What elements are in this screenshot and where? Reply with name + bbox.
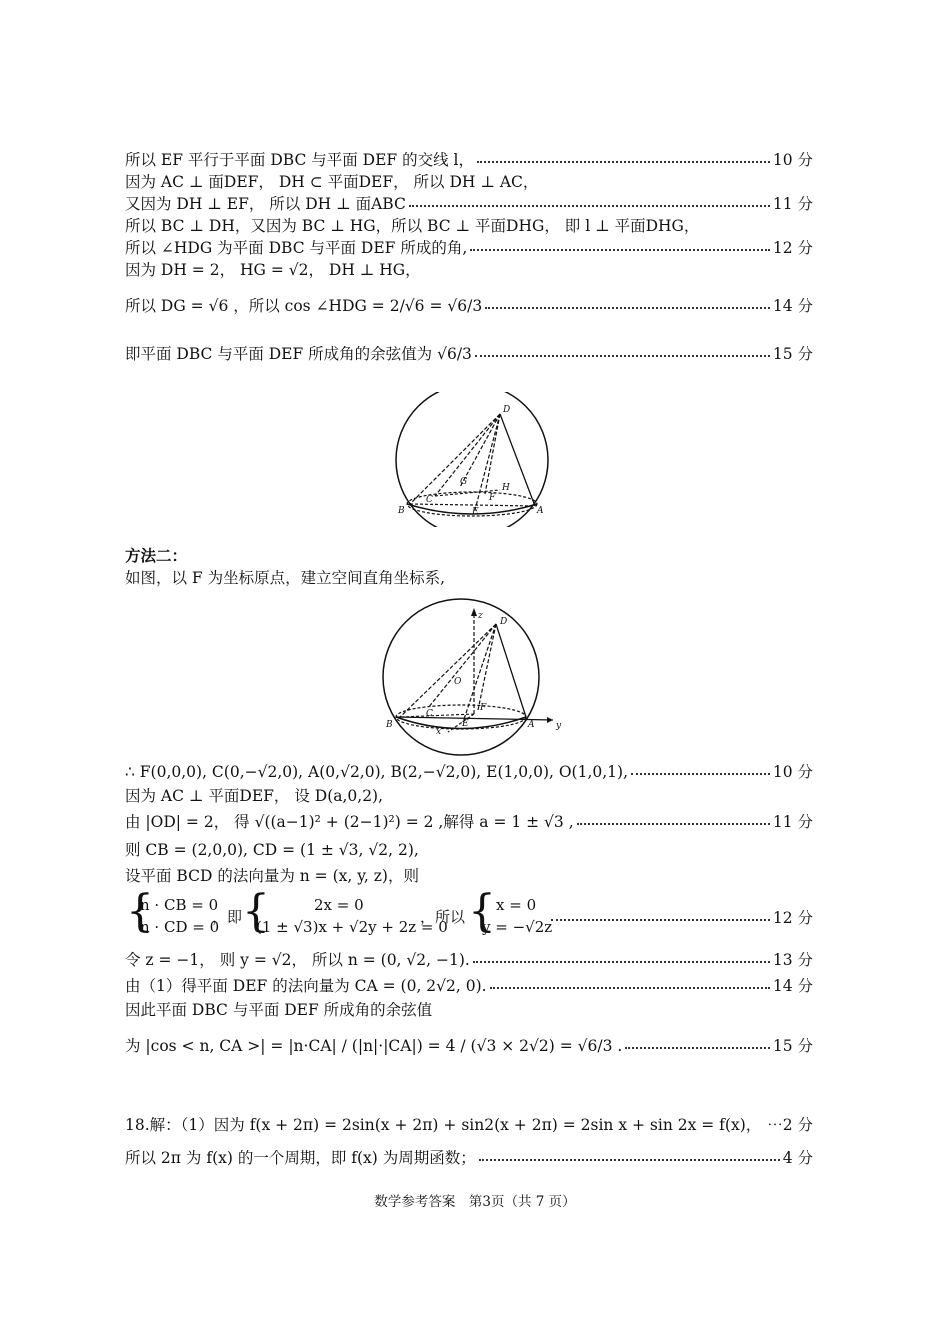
text-line [125, 1148, 813, 1168]
method-heading: 方法二： [125, 546, 188, 565]
leader-dots [631, 773, 770, 775]
label-y: y [556, 721, 562, 731]
line-text: 因为 AC ⊥ 面DEF， DH ⊂ 平面DEF， 所以 DH ⊥ AC， [125, 173, 539, 191]
line-text: 为 |cos < n, CA >| = |n·CA| / (|n|·|CA|) = 4 / (√3 × 2√2) = √6/3 . [125, 1037, 623, 1055]
text-line [125, 238, 813, 258]
text-line [125, 812, 813, 832]
score: 4 分 [782, 1149, 813, 1167]
text-line [125, 866, 813, 886]
line-text: 因为 DH = 2， HG = √2， DH ⊥ HG， [125, 261, 421, 279]
leader-dots [625, 1047, 770, 1049]
text-line [125, 786, 813, 806]
line-text: 设平面 BCD 的法向量为 n = (x, y, z)，则 [125, 867, 419, 885]
text-line [125, 976, 813, 996]
text-line [125, 296, 813, 316]
text-line [125, 568, 813, 588]
leader-dots [577, 823, 770, 825]
label-x: x [436, 727, 442, 737]
label-e: E [462, 719, 469, 729]
leader-dots [473, 961, 770, 963]
line-text: 令 z = −1， 则 y = √2， 所以 n = (0, √2, −1). [125, 951, 470, 969]
label-o: O [454, 677, 462, 687]
text-line [548, 908, 813, 928]
score: 10 分 [772, 151, 813, 169]
line-text: 因为 AC ⊥ 平面DEF， 设 D(a,0,2), [125, 787, 384, 805]
line-text: ∴ F(0,0,0), C(0,−√2,0), A(0,√2,0), B(2,−√2,0), E(1,0,0), O(1,0,1), [125, 763, 629, 781]
score: 12 分 [772, 909, 813, 927]
score: 12 分 [772, 239, 813, 257]
text-line [125, 950, 813, 970]
label-c: C [426, 709, 433, 719]
line-text: 即平面 DBC 与平面 DEF 所成角的余弦值为 √6/3 [125, 345, 472, 363]
leader-dots [551, 919, 770, 921]
text-line [125, 546, 813, 566]
leader-dots [470, 249, 770, 251]
ji-text: ，即 [212, 908, 243, 926]
page-footer: 数学参考答案 第3页（共 7 页） [374, 1194, 576, 1210]
text-line [125, 1036, 813, 1056]
label-b: B [398, 506, 405, 516]
equation: 2x = 0 [314, 896, 364, 914]
leader-dots [485, 307, 770, 309]
text-line [125, 172, 813, 192]
leader-dots [479, 1159, 780, 1161]
line-text: 则 CB = (2,0,0), CD = (1 ± √3, √2, 2), [125, 841, 419, 859]
leader-dots [490, 987, 770, 989]
line-text: 所以 EF 平行于平面 DBC 与平面 DEF 的交线 l， [125, 151, 474, 169]
leader-dots [477, 161, 770, 163]
equation: y = −√2z [482, 918, 553, 936]
label-g: G [460, 477, 468, 487]
equation-system-3: { x = 0 y = −√2z [468, 886, 553, 937]
leader-dots [409, 205, 770, 207]
score: ⋯2 分 [767, 1116, 813, 1134]
line-text: 所以 2π 为 f(x) 的一个周期，即 f(x) 为周期函数； [125, 1149, 476, 1167]
suoyi-text: ，所以 [420, 908, 466, 926]
text-line [125, 216, 813, 236]
geometry-figure-2 [378, 592, 570, 764]
equation: x = 0 [496, 896, 537, 914]
geometry-figure-1 [390, 392, 560, 527]
score: 11 分 [772, 813, 813, 831]
label-h: H [502, 483, 510, 493]
line-text: 18.解：（1）因为 f(x + 2π) = 2sin(x + 2π) + sin2(x + 2π) = 2sin x + sin 2x = f(x)， [125, 1116, 762, 1134]
line-text: 因此平面 DBC 与平面 DEF 所成角的余弦值 [125, 1001, 433, 1019]
text-line [125, 150, 813, 170]
line-text: 如图，以 F 为坐标原点，建立空间直角坐标系, [125, 569, 446, 587]
label-f: F [489, 493, 496, 503]
text-line [125, 1115, 813, 1135]
text-line [125, 840, 813, 860]
equation: (1 ± √3)x + √2y + 2z = 0 [256, 918, 448, 936]
line-text: 又因为 DH ⊥ EF， 所以 DH ⊥ 面ABC [125, 195, 406, 213]
label-a: A [528, 720, 535, 730]
score: 15 分 [772, 1037, 813, 1055]
line-text: 所以 ∠HDG 为平面 DBC 与平面 DEF 所成的角, [125, 239, 468, 257]
score: 15 分 [772, 345, 813, 363]
score: 14 分 [772, 297, 813, 315]
score: 10 分 [772, 763, 813, 781]
score: 14 分 [772, 977, 813, 995]
equation-system-2: { 2x = 0 (1 ± √3)x + √2y + 2z = 0 [242, 886, 448, 937]
label-f: F [480, 703, 487, 713]
label-d: D [500, 617, 508, 627]
text-line [125, 1000, 813, 1020]
equation: n · CB = 0 [140, 896, 219, 914]
line-text: 由 |OD| = 2， 得 √((a−1)² + (2−1)²) = 2 ,解得 a = 1 ± √3 , [125, 813, 574, 831]
line-text: 所以 BC ⊥ DH，又因为 BC ⊥ HG，所以 BC ⊥ 平面DHG， 即 l ⊥ 平面DHG， [125, 217, 700, 235]
label-e: E [472, 507, 479, 517]
label-z: z [478, 611, 483, 621]
text-line [125, 260, 813, 280]
text-line [125, 762, 813, 782]
line-text: 所以 DG = √6 ，所以 cos ∠HDG = 2/√6 = √6/3 [125, 297, 483, 315]
equation-system-1: { n · CB = 0 n · CD = 0 [126, 886, 220, 937]
label-d: D [503, 405, 511, 415]
line-text: 由（1）得平面 DEF 的法向量为 CA = (0, 2√2, 0). [125, 977, 487, 995]
label-b: B [386, 720, 393, 730]
leader-dots [475, 355, 770, 357]
text-line [125, 194, 813, 214]
text-line [125, 344, 813, 364]
score: 13 分 [772, 951, 813, 969]
score: 11 分 [772, 195, 813, 213]
equation: n · CD = 0 [140, 918, 220, 936]
label-a: A [537, 506, 544, 516]
label-c: C [426, 495, 433, 505]
